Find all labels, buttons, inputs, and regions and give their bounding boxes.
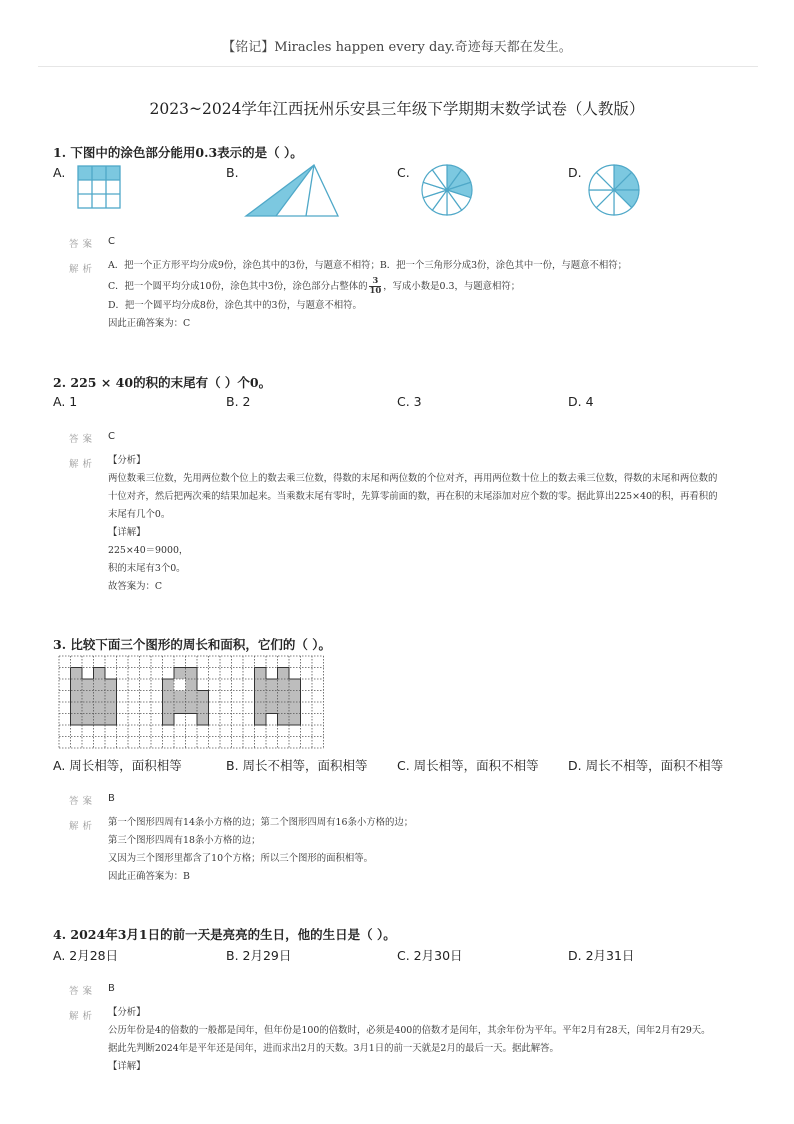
shape-1-cell [94,668,106,680]
q3-exp-line3: 又因为三个图形里都含了10个方格；所以三个图形的面积相等。 [108,853,374,864]
q4-explanation-label: 解析 [69,1011,97,1022]
q2-explanation-label: 解析 [69,459,97,470]
q1-exp-line1: A．把一个正方形平均分成9份，涂色其中的3份，与题意不相符；B．把一个三角形分成3份，涂色其中一份，与题意不相符； [108,260,628,271]
q2-answer: C [108,431,115,442]
q1-figure-triangle [244,163,340,218]
shape-1-cell [71,668,83,680]
q3-answer-label: 答案 [69,796,97,807]
q3-exp-line1: 第一个图形四周有14条小方格的边；第二个图形四周有16条小方格的边； [108,817,414,828]
q1-figure-square-grid [77,165,121,209]
q2-exp-heading-detail: 【详解】 [108,527,146,538]
q1-explanation-label: 解析 [69,264,97,275]
grid-cell-shaded [106,166,120,180]
q2-exp-paragraph: 两位数乘三位数，先用两位数个位上的数去乘三位数，得数的末尾和两位数的个位对齐，再用两位数十位上的数去乘三位数，得数的末尾和两位数的十位对齐，然后把两次乘的结果加起来。当乘数末尾有零时，先算零前面的数，再在积的末尾添加对应个数的零。据此算出225×40的积，再看积的末尾有几个0。 [108,473,718,520]
q3-explanation-label: 解析 [69,821,97,832]
shape-2-leg [197,714,209,726]
q3-option-d: D. 周长不相等，面积不相等 [568,758,724,773]
q2-exp-line1: 225×40＝9000， [108,545,189,556]
q3-stem: 3. 比较下面三个图形的周长和面积，它们的（ ）。 [53,637,332,652]
q4-exp-heading-analysis: 【分析】 [108,1007,146,1018]
q4-option-c: C. 2月30日 [397,948,463,963]
q2-option-c: C. 3 [397,394,422,409]
q3-option-b: B. 周长不相等，面积相等 [226,758,368,773]
q4-stem: 4. 2024年3月1日的前一天是亮亮的生日，他的生日是（ ）。 [53,927,396,942]
shape-3-cell [255,668,267,680]
q4-option-b: B. 2月29日 [226,948,292,963]
page-title: 2023~2024学年江西抚州乐安县三年级下学期期末数学试卷（人教版） [149,100,645,118]
motto: 【铭记】Miracles happen every day.奇迹每天都在发生。 [222,40,572,55]
q1-option-a: A. [53,165,66,180]
shape-2-cell [186,679,198,691]
q4-answer: B [108,983,115,994]
q2-exp-line3: 故答案为：C [108,581,163,592]
q1-exp-line4: 因此正确答案为：C [108,318,191,329]
q1-exp-line2 [108,277,520,296]
q1-answer-label: 答案 [69,239,97,250]
grid-cell-shaded [78,166,92,180]
q4-option-a: A. 2月28日 [53,948,119,963]
q4-exp-paragraph: 公历年份是4的倍数的一般都是闰年，但年份是100的倍数时，必须是400的倍数才是闰年，其余年份为平年。平年2月有28天，闰年2月有29天。据此先判断2024年是平年还是闰年，进而求出2月的天数。3月1日的前一天就是2月的最后一天。据此解答。 [108,1025,711,1054]
q3-option-c: C. 周长相等，面积不相等 [397,758,539,773]
q4-exp-heading-detail: 【详解】 [108,1061,146,1072]
q2-option-a: A. 1 [53,394,78,409]
shape-2-leg [163,714,175,726]
fraction [369,277,381,296]
q1-option-c: C. [397,165,410,180]
q1-option-d: D. [568,165,582,180]
q1-figure-circle-ten [420,163,474,217]
header-divider [38,66,758,67]
q4-option-d: D. 2月31日 [568,948,635,963]
q1-answer: C [108,236,115,247]
q2-stem: 2. 225 × 40的积的末尾有（ ）个0。 [53,375,272,390]
fraction-numerator: 3 [369,277,381,287]
fraction-denominator: 10 [369,286,382,296]
q1-stem: 1. 下图中的涂色部分能用0.3表示的是（ ）。 [53,145,303,160]
q1-exp-line3: D．把一个圆平均分成8份，涂色其中的3份，与题意不相符。 [108,300,362,311]
q1-figure-circle-eight [587,163,641,217]
q2-option-b: B. 2 [226,394,251,409]
grid-cell-shaded [92,166,106,180]
q2-exp-heading-analysis: 【分析】 [108,455,146,466]
q3-figure-grid [58,655,324,747]
q1-exp-line2-b: ，写成小数是0.3，与题意相符； [383,281,521,292]
q2-option-d: D. 4 [568,394,594,409]
q2-exp-line2: 积的末尾有3个0。 [108,563,186,574]
shape-3-cell [278,668,290,680]
q3-exp-line4: 因此正确答案为：B [108,871,190,882]
q1-exp-line2-a: C．把一个圆平均分成10份，涂色其中3份，涂色部分占整体的 [108,281,368,292]
q4-answer-label: 答案 [69,986,97,997]
q3-answer: B [108,793,115,804]
q3-exp-line2: 第三个图形四周有18条小方格的边； [108,835,261,846]
q1-option-b: B. [226,165,239,180]
shape-2-cell [163,679,175,691]
q2-answer-label: 答案 [69,434,97,445]
q3-option-a: A. 周长相等，面积相等 [53,758,182,773]
shape-3-leg [255,714,267,726]
